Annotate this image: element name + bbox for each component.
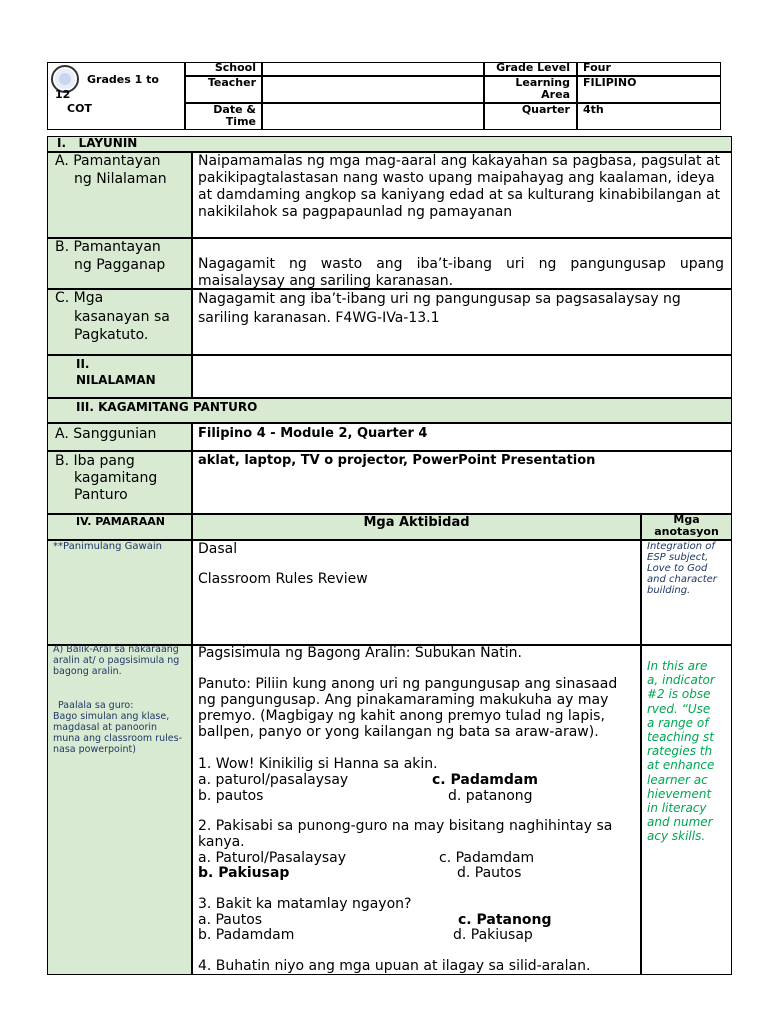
date-value-cell xyxy=(262,103,484,130)
kasanayan-text: Nagagamit ang iba’t-ibang uri ng pangungusap sa pagsasalaysay ng sariling karanasan. F4WG-IVa-13.1 xyxy=(198,291,681,326)
kagamitang-panturo-label-line3: Panturo xyxy=(74,487,128,503)
q3-option-b: b. Padamdam xyxy=(198,927,295,943)
nilalaman-title-line1: II. xyxy=(76,357,90,371)
quarter-label: Quarter xyxy=(521,103,570,116)
paalala-title: Paalala sa guro: xyxy=(58,700,134,711)
kasanayan-label-line3: Pagkatuto. xyxy=(74,327,149,343)
kagamitang-title: III. KAGAMITANG PANTURO xyxy=(76,400,258,414)
teacher-label: Teacher xyxy=(207,76,256,89)
q3-option-d: d. Pakiusap xyxy=(453,927,533,943)
quarter-value: 4th xyxy=(583,103,604,116)
kagamitang-panturo-label-line2: kagamitang xyxy=(74,470,158,486)
pamantayan-pagganap-text: Nagagamit ng wasto ang iba’t-ibang uri ng pangungusap upang maisalaysay ang sariling karanasan. xyxy=(198,256,724,289)
program-title: Grades 1 to xyxy=(87,73,159,86)
question-2: 2. Pakisabi sa punong-guro na may bisitang naghihintay sa kanya. xyxy=(198,818,613,850)
q2-option-a: a. Paturol/Pasalaysay xyxy=(198,850,347,866)
panimulang-gawain-label: **Panimulang Gawain xyxy=(53,541,162,552)
anotasyon-title-line1: Mga xyxy=(673,513,700,526)
q1-option-d: d. patanong xyxy=(448,788,533,804)
classroom-rules-text: Classroom Rules Review xyxy=(198,571,368,587)
layunin-title: I. LAYUNIN xyxy=(57,136,138,150)
panimulang-gawain-label-cell xyxy=(47,540,192,645)
kagamitang-panturo-label-line1: B. Iba pang xyxy=(55,453,135,469)
question-1: 1. Wow! Kinikilig si Hanna sa akin. xyxy=(198,756,438,772)
program-cot: COT xyxy=(67,102,92,115)
nilalaman-title-line2: NILALAMAN xyxy=(76,373,156,387)
sanggunian-label: A. Sanggunian xyxy=(55,426,157,442)
q2-option-b: b. Pakiusap xyxy=(198,865,290,881)
pamaraan-title: IV. PAMARAAN xyxy=(76,515,165,528)
esp-integration-note: Integration of ESP subject, Love to God and character building. xyxy=(647,541,717,596)
nilalaman-value-cell xyxy=(192,355,732,398)
pamantayan-pagganap-label-line2: ng Pagganap xyxy=(74,257,166,273)
kasanayan-label-line1: C. Mga xyxy=(55,290,104,306)
q2-option-d: d. Pautos xyxy=(457,865,522,881)
pamantayan-pagganap-label-line1: B. Pamantayan xyxy=(55,239,161,255)
area-value: FILIPINO xyxy=(583,76,637,89)
sanggunian-text: Filipino 4 - Module 2, Quarter 4 xyxy=(198,426,428,441)
area-label-line2: Area xyxy=(541,88,570,101)
q1-option-a: a. paturol/pasalaysay xyxy=(198,772,349,788)
pamantayan-nilalaman-label-line1: A. Pamantayan xyxy=(55,153,161,169)
bagong-aralin-heading: Pagsisimula ng Bagong Aralin: Subukan Natin. xyxy=(198,645,522,661)
question-4: 4. Buhatin niyo ang mga upuan at ilagay sa silid-aralan. xyxy=(198,958,591,974)
teacher-value-cell xyxy=(262,76,484,103)
q1-option-c: c. Padamdam xyxy=(432,772,538,788)
school-label: School xyxy=(214,61,256,74)
question-3: 3. Bakit ka matamlay ngayon? xyxy=(198,896,412,912)
balik-aral-label-cell xyxy=(47,645,192,975)
balik-aral-label: A) Balik-Aral sa nakaraang aralin at/ o pagsisimula ng bagong aralin. xyxy=(53,644,180,677)
date-label-line1: Date & xyxy=(213,103,256,116)
program-number: 12 xyxy=(55,88,71,101)
paalala-text: Bago simulan ang klase, magdasal at panoorin muna ang classroom rules- nasa powerpoint) xyxy=(53,711,182,755)
grade-label: Grade Level xyxy=(496,61,570,74)
area-label-line1: Learning xyxy=(515,76,570,89)
school-value-cell xyxy=(262,62,484,76)
q2-option-c: c. Padamdam xyxy=(439,850,535,866)
indicator-note: In this area, indicator #2 is observed. “Use a range of teaching strategies that enhance learner achievement in literacy and numeracy skills. xyxy=(647,659,715,844)
q1-option-b: b. pautos xyxy=(198,788,264,804)
anotasyon-title-line2: anotasyon xyxy=(654,525,719,538)
grade-value: Four xyxy=(583,61,611,74)
q3-option-a: a. Pautos xyxy=(198,912,263,928)
panuto-text: Panuto: Piliin kung anong uri ng pangungusap ang sinasaad ng pangungusap. Ang pinakamaraming makukuha ay may premyo. (Magbigay ng kahit anong premyo tulad ng lapis, ballpen, panyo or yong kailangan ng bata sa araw-araw). xyxy=(198,676,618,740)
dasal-text: Dasal xyxy=(198,541,238,557)
pamantayan-nilalaman-label-line2: ng Nilalaman xyxy=(74,171,167,187)
q3-option-c: c. Patanong xyxy=(458,912,552,928)
kasanayan-label-line2: kasanayan sa xyxy=(74,309,170,325)
pamantayan-nilalaman-text: Naipamamalas ng mga mag-aaral ang kakayahan sa pagbasa, pagsulat at pakikipagtalastasan nang wasto upang maipahayag ang kaalaman, ideya at damdaming angkop sa kaniyang edad at sa kulturang kinabibilangan at nakikilahok sa pagpapaunlad ng pamayanan xyxy=(198,153,721,220)
panimulang-gawain-activity-cell xyxy=(192,540,641,645)
date-label-line2: Time xyxy=(225,115,256,128)
kagamitang-panturo-text: aklat, laptop, TV o projector, PowerPoint Presentation xyxy=(198,453,596,468)
aktibidad-title: Mga Aktibidad xyxy=(363,515,470,530)
layunin-header-row xyxy=(47,136,732,152)
